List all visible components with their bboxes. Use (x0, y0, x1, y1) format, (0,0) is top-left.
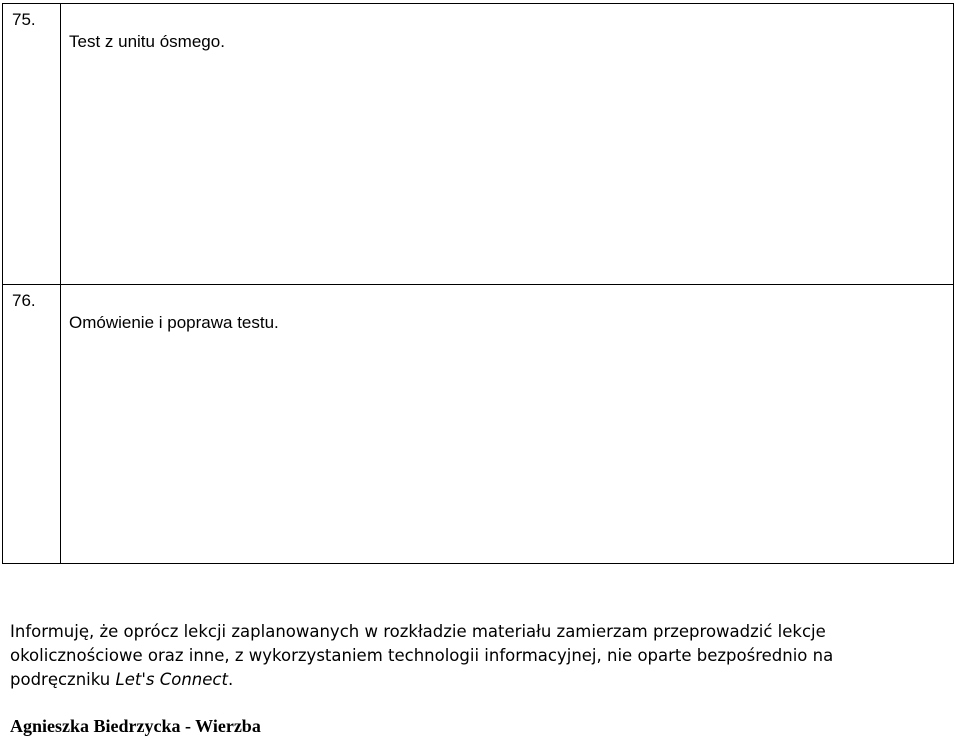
lesson-number-cell (3, 285, 61, 564)
author-signature: Agnieszka Biedrzycka - Wierzba (10, 716, 261, 736)
note-line-3-suffix: . (227, 670, 234, 689)
note-line-1: Informuję, że oprócz lekcji zaplanowanych w rozkładzie materiału zamierzam przeprowadzić lekcje (10, 622, 826, 641)
lesson-number-cell (3, 4, 61, 285)
note-line-2: okolicznościowe oraz inne, z wykorzystaniem technologii informacyjnej, nie oparte bezpośrednio na (10, 646, 834, 665)
lesson-topic-cell (61, 285, 954, 564)
lesson-topic: Omówienie i poprawa testu. (69, 313, 279, 332)
lesson-number: 75. (12, 10, 36, 29)
note-line-3-prefix: podręczniku (10, 670, 116, 689)
table-row (3, 285, 954, 564)
book-title: Let's Connect (115, 670, 228, 689)
lesson-number: 76. (12, 291, 36, 310)
table-row (3, 4, 954, 285)
teacher-note (10, 620, 910, 692)
lesson-topic-cell (61, 4, 954, 285)
lesson-plan-table (2, 3, 954, 564)
lesson-topic: Test z unitu ósmego. (69, 32, 225, 51)
